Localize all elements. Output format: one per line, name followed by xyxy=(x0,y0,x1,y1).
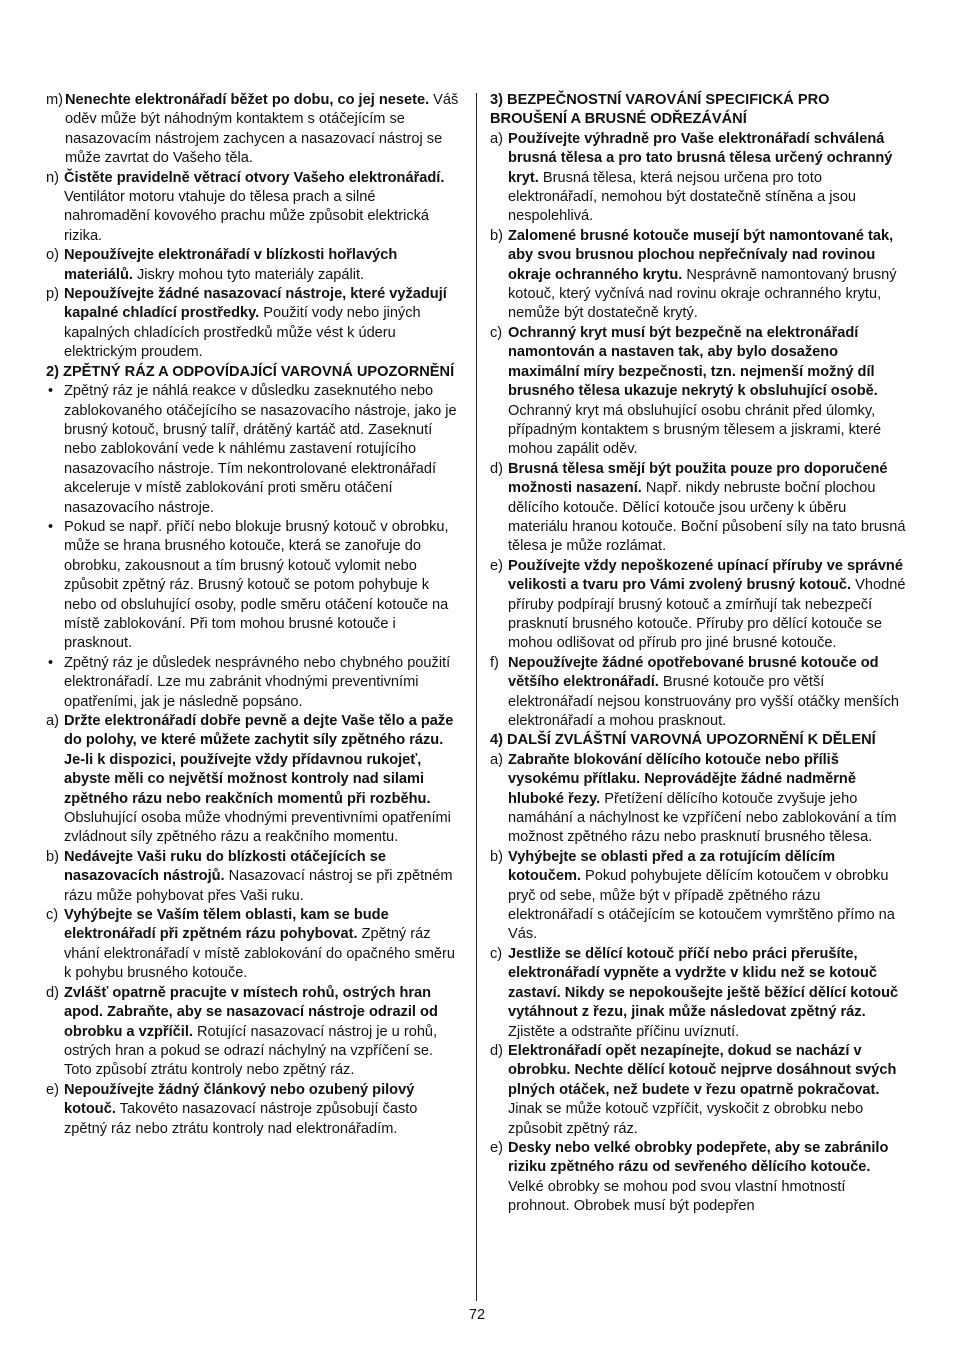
item-bold-text: Zabraňte blokování dělícího kotouče nebo příliš vysokému přítlaku. Neprovádějte žádné nadměrně hluboké řezy. xyxy=(508,751,856,807)
item-text: Použití vody nebo jiných kapalných chladících prostředků může vést k úderu elektrickým proudem. xyxy=(64,305,421,361)
item-marker: a) xyxy=(490,751,503,768)
bullet-item xyxy=(46,382,464,518)
item-bold-text: Vyhýbejte se Vaším tělem oblasti, kam se bude elektronářadí při zpětném rázu pohybovat. xyxy=(64,907,389,943)
item-bold-text: Nepoužívejte žádné opotřebované brusné kotouče od většího elektronářadí. xyxy=(508,654,879,691)
list-item xyxy=(490,227,908,324)
item-text: Pokud pohybujete dělícím kotoučem v obrobku pryč od sebe, může být v případě zpětného rázu elektronářadí s otáčejícím se kotoučem vymrštěno přímo na Vás. xyxy=(508,868,895,943)
list-item xyxy=(490,1139,908,1217)
list-item xyxy=(490,945,908,1042)
page-number: 72 xyxy=(468,1307,486,1323)
list-item xyxy=(46,285,464,363)
item-text: Přetížení dělícího kotouče zvyšuje jeho namáhání a náchylnost ke vzpříčení nebo zablokování a tím možnost zpětného rázu nebo prasknutí brusného tělesa. xyxy=(508,790,897,846)
item-marker: b) xyxy=(46,848,59,865)
list-item xyxy=(46,848,464,906)
item-marker: d) xyxy=(490,460,503,477)
item-marker: d) xyxy=(490,1042,503,1059)
item-text: Zjistěte a odstraňte příčinu uvíznutí. xyxy=(508,1023,740,1040)
list-item xyxy=(46,984,464,1081)
item-text: Brusná tělesa, která nejsou určena pro toto elektronářadí, nemohou být dostatečně stíněna a jsou nespolehlivá. xyxy=(508,169,857,225)
item-marker: b) xyxy=(490,227,503,244)
item-marker: a) xyxy=(46,713,59,729)
item-marker: e) xyxy=(490,1139,503,1156)
item-marker: c) xyxy=(490,324,503,341)
section-heading: 3) BEZPEČNOSTNÍ VAROVÁNÍ SPECIFICKÁ PRO BROUŠENÍ A BRUSNÉ ODŘEZÁVÁNÍ xyxy=(490,92,830,128)
item-bold-text: Elektronářadí opět nezapínejte, dokud se nachází v obrobku. Nechte dělící kotouč nejprve dosáhnout svých plných otáček, než budete v řezu opatrně pokračovat. xyxy=(508,1042,897,1098)
list-item xyxy=(490,848,908,945)
item-bold-text: Vyhýbejte se oblasti před a za rotujícím dělícím kotoučem. xyxy=(508,848,836,885)
item-bold-text: Nepoužívejte elektronářadí v blízkosti hořlavých materiálů. xyxy=(64,247,398,283)
item-marker: m) xyxy=(46,92,64,108)
list-item xyxy=(490,1042,908,1139)
item-text: Takovéto nasazovací nástroje způsobují často zpětný ráz nebo ztrátu kontroly nad elektronářadím. xyxy=(64,1101,418,1137)
section-heading: 4) DALŠÍ ZVLÁŠTNÍ VAROVNÁ UPOZORNĚNÍ K DĚLENÍ xyxy=(490,732,876,749)
column-divider xyxy=(476,93,477,1301)
list-item xyxy=(490,460,908,557)
bullet-item xyxy=(46,518,464,654)
list-item xyxy=(46,169,464,247)
list-item xyxy=(46,712,464,848)
item-marker: o) xyxy=(46,247,59,264)
item-bold-text: Nepoužívejte žádné nasazovací nástroje, které vyžadují kapalné chladící prostředky. xyxy=(64,286,447,322)
list-item xyxy=(490,130,908,227)
list-item xyxy=(490,557,908,654)
item-bold-text: Čistěte pravidelně větrací otvory Vašeho elektronářadí. xyxy=(64,169,445,186)
item-marker: n) xyxy=(46,169,59,186)
list-item xyxy=(490,751,908,848)
item-text: Vhodné příruby podpírají brusný kotouč a zmírňují tak nebezpečí prasknutí brusného kotouče. Příruby pro dělící kotouče se mohou odlišovat od přírub pro jiné brusné kotouče. xyxy=(508,577,906,652)
list-item xyxy=(46,1081,464,1139)
section-heading: 2) ZPĚTNÝ RÁZ A ODPOVÍDAJÍCÍ VAROVNÁ UPOZORNĚNÍ xyxy=(46,363,455,380)
item-text: Nasazovací nástroj se při zpětném rázu může pohybovat přes Vaši ruku. xyxy=(64,868,453,904)
item-text: Váš oděv může být náhodným kontaktem s otáčejícím se nasazovacím nástrojem zachycen a nasazovací nástroj se může zavrtat do Vašeho těla. xyxy=(65,92,459,167)
item-marker: p) xyxy=(46,286,59,303)
item-bold-text: Držte elektronářadí dobře pevně a dejte Vaše tělo a paže do polohy, ve které můžete zachytit síly zpětného rázu. Je-li k dispozici, používejte vždy přídavnou rukojeť, abyste měli co největší možnost kontroly nad silami zpětného rázu nebo reakčních momentů při rozběhu. xyxy=(64,713,454,807)
item-bold-text: Zalomené brusné kotouče musejí být namontované tak, aby svou brusnou plochou nepřečnívaly nad rovinou okraje ochranného krytu. xyxy=(508,227,894,283)
item-marker: b) xyxy=(490,848,503,865)
item-bold-text: Jestliže se dělící kotouč příčí nebo práci přerušíte, elektronářadí vypněte a vydržte v klidu než se kotouč zastaví. Nikdy se nepokoušejte ještě běžící dělící kotouč vytáhnout z řezu, jinak může následovat zpětný ráz. xyxy=(508,945,899,1021)
item-bold-text: Nenechte elektronářadí běžet po dobu, co jej nesete. xyxy=(65,92,430,108)
item-marker: c) xyxy=(490,945,503,962)
item-marker: • xyxy=(48,654,54,671)
item-text: Zpětný ráz je důsledek nesprávného nebo chybného použití elektronářadí. Lze mu zabránit vhodnými preventivními opatřeními, jak je následně popsáno. xyxy=(64,654,451,710)
item-marker: f) xyxy=(490,654,499,671)
item-text: Rotující nasazovací nástroj je u rohů, ostrých hran a pokud se odrazí náchylný na vzpříčení se. Toto způsobí ztrátu kontroly nebo zpětný ráz. xyxy=(64,1023,438,1079)
item-marker: a) xyxy=(490,130,503,147)
item-bold-text: Zvlášť opatrně pracujte v místech rohů, ostrých hran apod. Zabraňte, aby se nasazovací nástroje odrazil od obrobku a vzpříčil. xyxy=(64,984,438,1040)
item-text: Nesprávně namontovaný brusný kotouč, který vyčnívá nad rovinu okraje ochranného krytu, nemůže být dostatečně krytý. xyxy=(508,266,897,322)
right-column xyxy=(490,91,908,1217)
item-text: Obsluhující osoba může vhodnými preventivními opatřeními zvládnout síly zpětného rázu a reakčního momentu. xyxy=(64,810,451,846)
item-text: Ventilátor motoru vtahuje do tělesa prach a silné nahromadění kovového prachu může způsobit elektrická rizika. xyxy=(64,189,430,244)
item-text: Např. nikdy nebruste boční plochou dělícího kotouče. Dělící kotouče jsou určeny k úběru materiálu hranou kotouče. Boční působení síly na tato brusná tělesa je může rozlámat. xyxy=(508,480,906,555)
item-bold-text: Nepoužívejte žádný článkový nebo ozubený pilový kotouč. xyxy=(64,1081,415,1118)
list-item xyxy=(46,91,464,169)
item-text: Brusné kotouče pro větší elektronářadí nejsou konstruovány pro vyšší otáčky menších elektronářadí a mohou prasknout. xyxy=(508,674,899,729)
item-marker: • xyxy=(48,518,54,535)
list-item xyxy=(46,246,464,285)
list-item xyxy=(490,654,908,732)
item-marker: c) xyxy=(46,907,59,924)
item-text: Zpětný ráz je náhlá reakce v důsledku zaseknutého nebo zablokovaného otáčejícího se nasazovacího nástroje, jako je brusný kotouč, brusný talíř, drátěný kartáč atd. Zaseknutí nebo zablokování vede k náhlému zastavení rotujícího nasazovacího nástroje. Tím nekontrolované elektronářadí akceleruje v místě zablokování proti směru otáčení nasazovacího nástroje. xyxy=(64,383,457,516)
bullet-item xyxy=(46,654,464,712)
item-text: Jiskry mohou tyto materiály zapálit. xyxy=(132,266,365,283)
item-marker: d) xyxy=(46,984,59,1001)
left-column xyxy=(46,91,464,1139)
item-text: Pokud se např. příčí nebo blokuje brusný kotouč v obrobku, může se hrana brusného kotouče, která se zanořuje do obrobku, zakousnout a tím brusný kotouč vylomit nebo způsobit zpětný ráz. Brusný kotouč se potom pohybuje k nebo od obsluhující osoby, podle směru otáčení kotouče na místě zablokování. Při tom mohou brusné kotouče i prasknout. xyxy=(64,518,449,652)
item-bold-text: Desky nebo velké obrobky podepřete, aby se zabránilo riziku zpětného rázu od sevřeného dělícího kotouče. xyxy=(508,1139,889,1176)
item-bold-text: Brusná tělesa smějí být použita pouze pro doporučené možnosti nasazení. xyxy=(508,460,888,497)
item-text: Zpětný ráz vhání elektronářadí v místě zablokování do opačného směru k pohybu brusného kotouče. xyxy=(64,926,456,982)
list-item xyxy=(490,324,908,460)
item-text: Ochranný kryt má obsluhující osobu chránit před úlomky, případným kontaktem s brusným tělesem a jiskrami, které mohou zapálit oděv. xyxy=(508,402,882,458)
item-bold-text: Používejte vždy nepoškozené upínací příruby ve správné velikosti a tvaru pro Vámi zvolený brusný kotouč. xyxy=(508,557,903,594)
item-marker: • xyxy=(48,383,54,400)
item-bold-text: Používejte výhradně pro Vaše elektronářadí schválená brusná tělesa a pro tato brusná tělesa určený ochranný kryt. xyxy=(508,130,893,186)
item-marker: e) xyxy=(46,1081,59,1098)
list-item xyxy=(46,906,464,984)
item-bold-text: Ochranný kryt musí být bezpečně na elektronářadí namontován a nastaven tak, aby bylo dosaženo maximální míry bezpečnosti, tzn. nejmenší možný díl brusného tělesa ukazuje nekrytý k obsluhující osobě. xyxy=(508,324,878,400)
item-text: Jinak se může kotouč vzpříčit, vyskočit z obrobku nebo způsobit zpětný ráz. xyxy=(508,1101,864,1137)
item-bold-text: Nedávejte Vaši ruku do blízkosti otáčejících se nasazovacích nástrojů. xyxy=(64,848,386,885)
item-text: Velké obrobky se mohou pod svou vlastní hmotností prohnout. Obrobek musí být podepřen xyxy=(508,1178,846,1215)
item-marker: e) xyxy=(490,557,503,574)
